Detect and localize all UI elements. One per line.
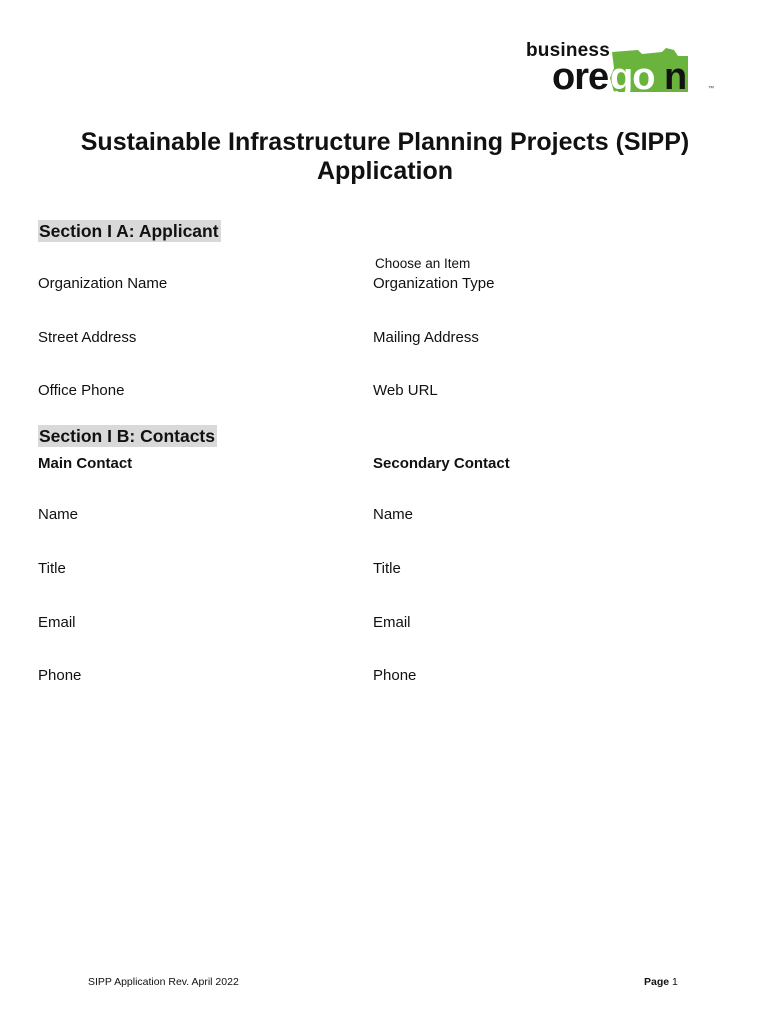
organization-name-label: Organization Name [38,275,168,292]
main-contact-name-label: Name [38,506,79,523]
organization-type-dropdown[interactable]: Choose an Item [375,256,471,271]
secondary-contact-email-label: Email [373,614,411,631]
footer-page-number [644,976,678,988]
main-contact-phone-label: Phone [38,667,82,684]
logo-business-text: business [526,40,610,61]
web-url-label: Web URL [373,382,438,399]
page-label: Page [644,976,670,988]
secondary-contact-heading: Secondary Contact [373,455,510,472]
logo-trademark: ™ [708,86,714,92]
footer-revision: SIPP Application Rev. April 2022 [88,976,239,988]
organization-type-label: Organization Type [373,275,495,292]
mailing-address-label: Mailing Address [373,329,479,346]
logo-go-text: go [610,56,655,98]
section-heading-applicant: Section I A: Applicant [39,221,219,241]
logo-n-text: n [664,56,688,98]
secondary-contact-phone-label: Phone [373,667,417,684]
secondary-contact-name-label: Name [373,506,414,523]
page-title-line-1: Sustainable Infrastructure Planning Projects (SIPP) [80,128,690,156]
business-oregon-logo [524,40,714,98]
page-title-line-2: Application [316,157,454,185]
section-heading-contacts: Section I B: Contacts [39,426,215,446]
logo-ore-text: ore [552,56,609,98]
main-contact-title-label: Title [38,560,66,577]
office-phone-label: Office Phone [38,382,125,399]
main-contact-email-label: Email [38,614,76,631]
page-number: 1 [672,976,678,988]
street-address-label: Street Address [38,329,137,346]
main-contact-heading: Main Contact [38,455,133,472]
secondary-contact-title-label: Title [373,560,401,577]
